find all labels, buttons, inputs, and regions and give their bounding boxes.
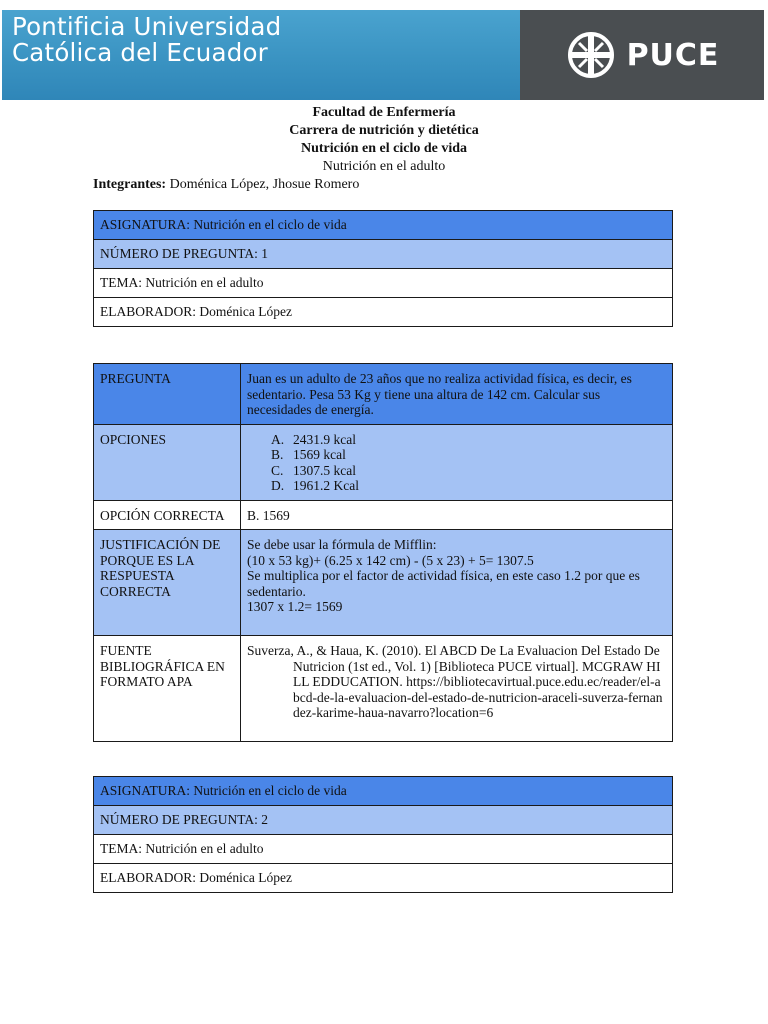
- banner-left-panel: [2, 10, 520, 100]
- correcta-label: OPCIÓN CORRECTA: [94, 500, 241, 530]
- faculty-title: Facultad de Enfermería: [312, 105, 456, 120]
- fuente-label: FUENTE BIBLIOGRÁFICA EN FORMATO APA: [94, 636, 241, 742]
- correcta-row: [94, 500, 673, 530]
- opcion-d: [271, 478, 666, 494]
- members-names: Doménica López, Jhosue Romero: [169, 177, 360, 192]
- opcion-letter: C.: [271, 462, 284, 478]
- justificacion-line: (10 x 53 kg)+ (6.25 x 142 cm) - (5 x 23) + 5= 1307.5: [247, 552, 534, 568]
- numero-pregunta-cell: NÚMERO DE PREGUNTA: 1: [94, 240, 673, 269]
- course-title: Nutrición en el ciclo de vida: [300, 141, 468, 156]
- members-label: Integrantes:: [93, 177, 167, 192]
- opcion-letter: A.: [271, 431, 285, 447]
- question-table: [93, 363, 673, 742]
- banner-right-panel: [520, 10, 764, 100]
- elaborador-cell: ELABORADOR: Doménica López: [94, 298, 673, 327]
- opcion-text: 1307.5 kcal: [293, 462, 356, 478]
- justificacion-line: Se debe usar la fórmula de Mifflin:: [247, 537, 437, 552]
- asignatura-cell: ASIGNATURA: Nutrición en el ciclo de vida: [94, 211, 673, 240]
- puce-logo-text: PUCE: [626, 37, 720, 73]
- justificacion-line: 1307 x 1.2= 1569: [247, 599, 343, 614]
- pregunta-label: PREGUNTA: [94, 364, 241, 425]
- asignatura-cell: ASIGNATURA: Nutrición en el ciclo de vida: [94, 777, 673, 806]
- opciones-row: [94, 424, 673, 500]
- justificacion-line: Se multiplica por el factor de actividad física, en este caso 1.2 por que es sedentario.: [247, 568, 640, 599]
- opcion-text: 1961.2 Kcal: [293, 478, 359, 493]
- opcion-a: [271, 432, 666, 448]
- justificacion-label: JUSTIFICACIÓN DE PORQUE ES LA RESPUESTA CORRECTA: [94, 530, 241, 636]
- justificacion-cell: [241, 530, 673, 636]
- opcion-text: 2431.9 kcal: [293, 431, 356, 447]
- pregunta-row: [94, 364, 673, 425]
- opcion-b: [271, 447, 666, 463]
- justificacion-row: [94, 530, 673, 636]
- fuente-text: Suverza, A., & Haua, K. (2010). El ABCD De La Evaluacion Del Estado De Nutricion (1st ed., Vol. 1) [Biblioteca PUCE virtual]. MCGRAW HILL EDDUCATION. https://bibliotecavirtual.puce.edu.ec/reader/el-abcd-de-la-evaluacion-del-estado-de-nutricion-araceli-suverza-fernandez-karime-haua-navarro?location=6: [247, 643, 663, 720]
- university-name: Pontificia Universidad Católica del Ecuador: [12, 12, 282, 67]
- question-1-info-table: [93, 210, 673, 327]
- members-line: [93, 176, 359, 194]
- correcta-text: B. 1569: [241, 500, 673, 530]
- opciones-list-cell: [241, 424, 673, 500]
- header-banner: [2, 10, 764, 100]
- question-2-info-table: [93, 776, 673, 893]
- topic-title: Nutrición en el adulto: [322, 159, 446, 174]
- opcion-text: 1569 kcal: [293, 447, 346, 462]
- opcion-c: [271, 463, 666, 479]
- opciones-label: OPCIONES: [94, 424, 241, 500]
- career-title: Carrera de nutrición y dietética: [289, 123, 479, 138]
- numero-pregunta-cell: NÚMERO DE PREGUNTA: 2: [94, 806, 673, 835]
- puce-logo-icon: [565, 29, 617, 81]
- pregunta-text: Juan es un adulto de 23 años que no realiza actividad física, es decir, es sedentario. Pesa 53 Kg y tiene una altura de 142 cm. Calcular sus necesidades de energía.: [241, 364, 673, 425]
- elaborador-cell: ELABORADOR: Doménica López: [94, 864, 673, 893]
- fuente-cell: [241, 636, 673, 742]
- tema-cell: TEMA: Nutrición en el adulto: [94, 269, 673, 298]
- opcion-letter: D.: [271, 478, 285, 493]
- tema-cell: TEMA: Nutrición en el adulto: [94, 835, 673, 864]
- opcion-letter: B.: [271, 447, 284, 462]
- fuente-row: [94, 636, 673, 742]
- opciones-list: [247, 432, 666, 494]
